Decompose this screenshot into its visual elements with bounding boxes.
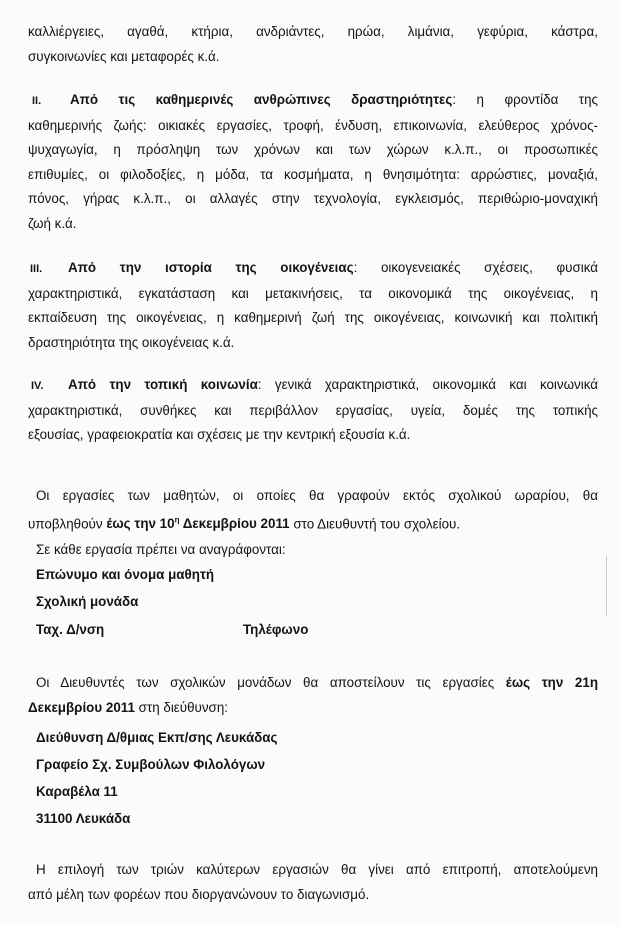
section-2 [28, 88, 598, 237]
required-item-school: Σχολική μονάδα [36, 594, 139, 609]
directors-deadline: έως την 21η [505, 675, 598, 690]
section-4-line-3: εξουσίας, γραφειοκρατία και σχέσεις με την κεντρική εξουσία κ.ά. [28, 427, 411, 443]
submission-line-1: Οι εργασίες των μαθητών, οι οποίες θα γραφούν εκτός σχολικού ωραρίου, θα [36, 488, 598, 503]
directors-paragraph [28, 671, 598, 720]
top-paragraph [28, 20, 598, 69]
section-2-line-2: καθημερινής ζωής: οικιακές εργασίες, τροφή, ένδυση, επικοινωνία, ελεύθερος χρόνος- [28, 117, 598, 133]
section-4-line-1-rest: : γενικά χαρακτηριστικά, οικονομικά και κοινωνικά [257, 377, 598, 392]
address-line-4: 31100 Λευκάδα [36, 811, 131, 826]
submission-line-2-end: στο Διευθυντή του σχολείου. [289, 516, 461, 532]
section-3-line-3: εκπαίδευση της οικογένειας, η καθημερινή ζωή της οικογένειας, κοινωνική και πολιτική [28, 310, 598, 326]
submission-paragraph [28, 484, 598, 537]
section-2-line-1-rest: : η φροντίδα της [452, 92, 598, 107]
section-3-heading: Από την ιστορία της οικογένειας [68, 260, 354, 275]
required-item-name: Επώνυμο και όνομα μαθητή [36, 567, 215, 582]
directors-line-1: Οι Διευθυντές των σχολικών μονάδων θα αποστείλουν τις εργασίες έως την 21η [36, 675, 598, 690]
selection-line-2: από μέλη των φορέων που διοργανώνουν το διαγωνισμό. [28, 886, 370, 902]
section-2-line-3: ψυχαγωγία, η πρόσληψη των χρόνων και των χώρων κ.λ.π., οι προσωπικές [28, 142, 598, 158]
section-4-line-1 [28, 373, 598, 399]
section-2-line-4: επιθυμίες, οι φιλοδοξίες, η μόδα, τα κοσμήματα, η θνησιμότητα: αρρώστιες, μοναξιά, [28, 166, 598, 182]
address-line-1: Διεύθυνση Δ/θμιας Εκπ/σης Λευκάδας [36, 730, 278, 745]
selection-paragraph [28, 858, 598, 907]
section-2-line-6: ζωή κ.ά. [28, 215, 77, 231]
section-2-numeral: II. [32, 95, 42, 107]
section-4-heading: Από την τοπική κοινωνία [68, 377, 258, 392]
scan-artifact [606, 556, 607, 616]
section-3-numeral: III. [30, 263, 43, 275]
directors-line-2: Δεκεμβρίου 2011 στη διεύθυνση: [28, 699, 228, 715]
top-line-2: συγκοινωνίες και μεταφορές κ.ά. [28, 48, 220, 64]
selection-line-1: Η επιλογή των τριών καλύτερων εργασιών θα γίνει από επιτροπή, αποτελούμενη [36, 862, 598, 877]
submission-deadline: έως την $10^\eta$ Δεκεμβρίου 2011 [106, 515, 290, 532]
submission-line-2 [28, 509, 598, 537]
address-line-2: Γραφείο Σχ. Συμβούλων Φιλολόγων [36, 757, 266, 772]
section-3-line-4: δραστηριότητα της οικογένειας κ.ά. [28, 334, 235, 350]
section-4-line-2: χαρακτηριστικά, συνθήκες και περιβάλλον εργασίας, υγεία, δομές της τοπικής [28, 402, 598, 418]
section-2-line-1 [28, 88, 598, 114]
section-2-heading: Από τις καθημερινές ανθρώπινες δραστηριότητες [70, 92, 453, 107]
section-2-line-5: πόνος, γήρας κ.λ.π., οι αλλαγές στην τεχνολογία, εγκλεισμός, περιθώριο-μοναχική [28, 191, 598, 207]
required-intro: Σε κάθε εργασία πρέπει να αναγράφονται: [36, 542, 286, 557]
top-line-1: καλλιέργειες, αγαθά, κτήρια, ανδριάντες, ηρώα, λιμάνια, γεφύρια, κάστρα, [28, 24, 598, 39]
required-item-phone: Τηλέφωνο [243, 622, 309, 637]
section-3-line-2: χαρακτηριστικά, εγκατάσταση και μετακινήσεις, τα οικονομικά της οικογένειας, η [28, 285, 598, 301]
section-3 [28, 256, 598, 355]
section-4 [28, 373, 598, 448]
section-4-numeral: IV. [31, 380, 44, 392]
section-3-line-1-rest: : οικογενειακές σχέσεις, φυσικά [353, 260, 598, 275]
submission-line-2-start: υποβληθούν [28, 516, 107, 532]
address-line-3: Καραβέλα 11 [36, 784, 118, 799]
section-3-line-1 [28, 256, 598, 282]
required-item-address: Ταχ. Δ/νση [36, 622, 105, 637]
